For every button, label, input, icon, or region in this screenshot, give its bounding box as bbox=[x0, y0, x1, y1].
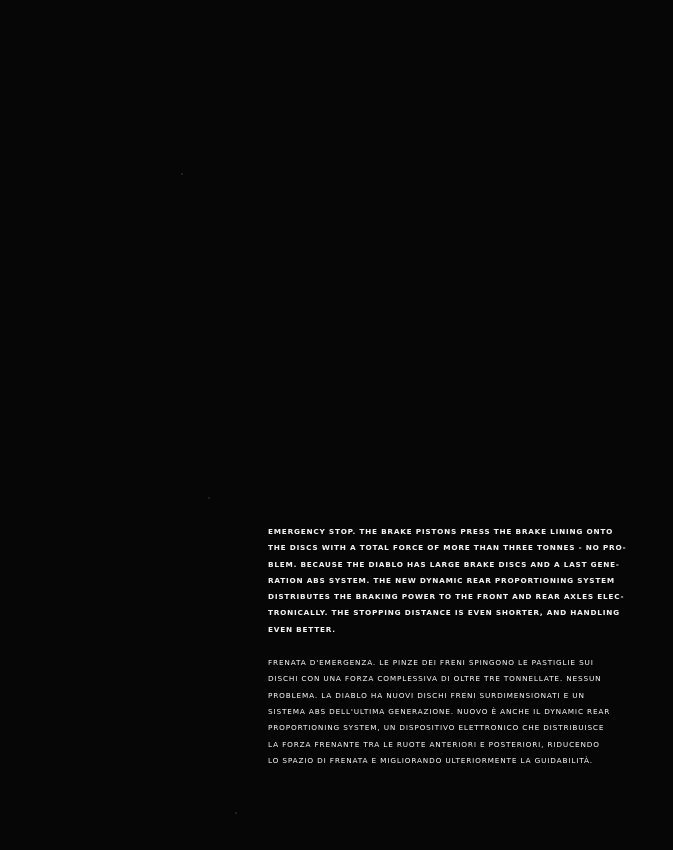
italian-line: DISCHI CON UNA FORZA COMPLESSIVA DI OLTRE TRE TONNELLATE. NESSUN bbox=[268, 674, 602, 684]
italian-line: FRENATA D'EMERGENZA. LE PINZE DEI FRENI SPINGONO LE PASTIGLIE SUI bbox=[268, 658, 594, 668]
english-line: THE DISCS WITH A TOTAL FORCE OF MORE THAN THREE TONNES - NO PRO- bbox=[268, 543, 627, 553]
english-line: RATION ABS SYSTEM. THE NEW DYNAMIC REAR PROPORTIONING SYSTEM bbox=[268, 575, 615, 585]
dust-speck bbox=[235, 812, 237, 814]
italian-line: LO SPAZIO DI FRENATA E MIGLIORANDO ULTERIORMENTE LA GUIDABILITÀ. bbox=[268, 755, 593, 765]
italian-line: PROPORTIONING SYSTEM, UN DISPOSITIVO ELETTRONICO CHE DISTRIBUISCE bbox=[268, 723, 605, 733]
english-line: DISTRIBUTES THE BRAKING POWER TO THE FRONT AND REAR AXLES ELEC- bbox=[268, 592, 625, 602]
english-line: BLEM. BECAUSE THE DIABLO HAS LARGE BRAKE DISCS AND A LAST GENE- bbox=[268, 559, 620, 569]
english-line: EVEN BETTER. bbox=[268, 624, 336, 634]
italian-line: PROBLEMA. LA DIABLO HA NUOVI DISCHI FRENI SURDIMENSIONATI E UN bbox=[268, 690, 585, 700]
caption-text-block bbox=[268, 524, 628, 769]
italian-line: LA FORZA FRENANTE TRA LE RUOTE ANTERIORI E POSTERIORI, RIDUCENDO bbox=[268, 739, 600, 749]
italian-line: SISTEMA ABS DELL'ULTIMA GENERAZIONE. NUOVO È ANCHE IL DYNAMIC REAR bbox=[268, 706, 611, 716]
dust-speck bbox=[181, 173, 183, 175]
italian-paragraph bbox=[268, 655, 628, 769]
english-line: EMERGENCY STOP. THE BRAKE PISTONS PRESS THE BRAKE LINING ONTO bbox=[268, 527, 614, 536]
english-paragraph bbox=[268, 524, 628, 638]
dust-speck bbox=[208, 497, 210, 499]
english-line: TRONICALLY. THE STOPPING DISTANCE IS EVEN SHORTER, AND HANDLING bbox=[268, 608, 620, 618]
